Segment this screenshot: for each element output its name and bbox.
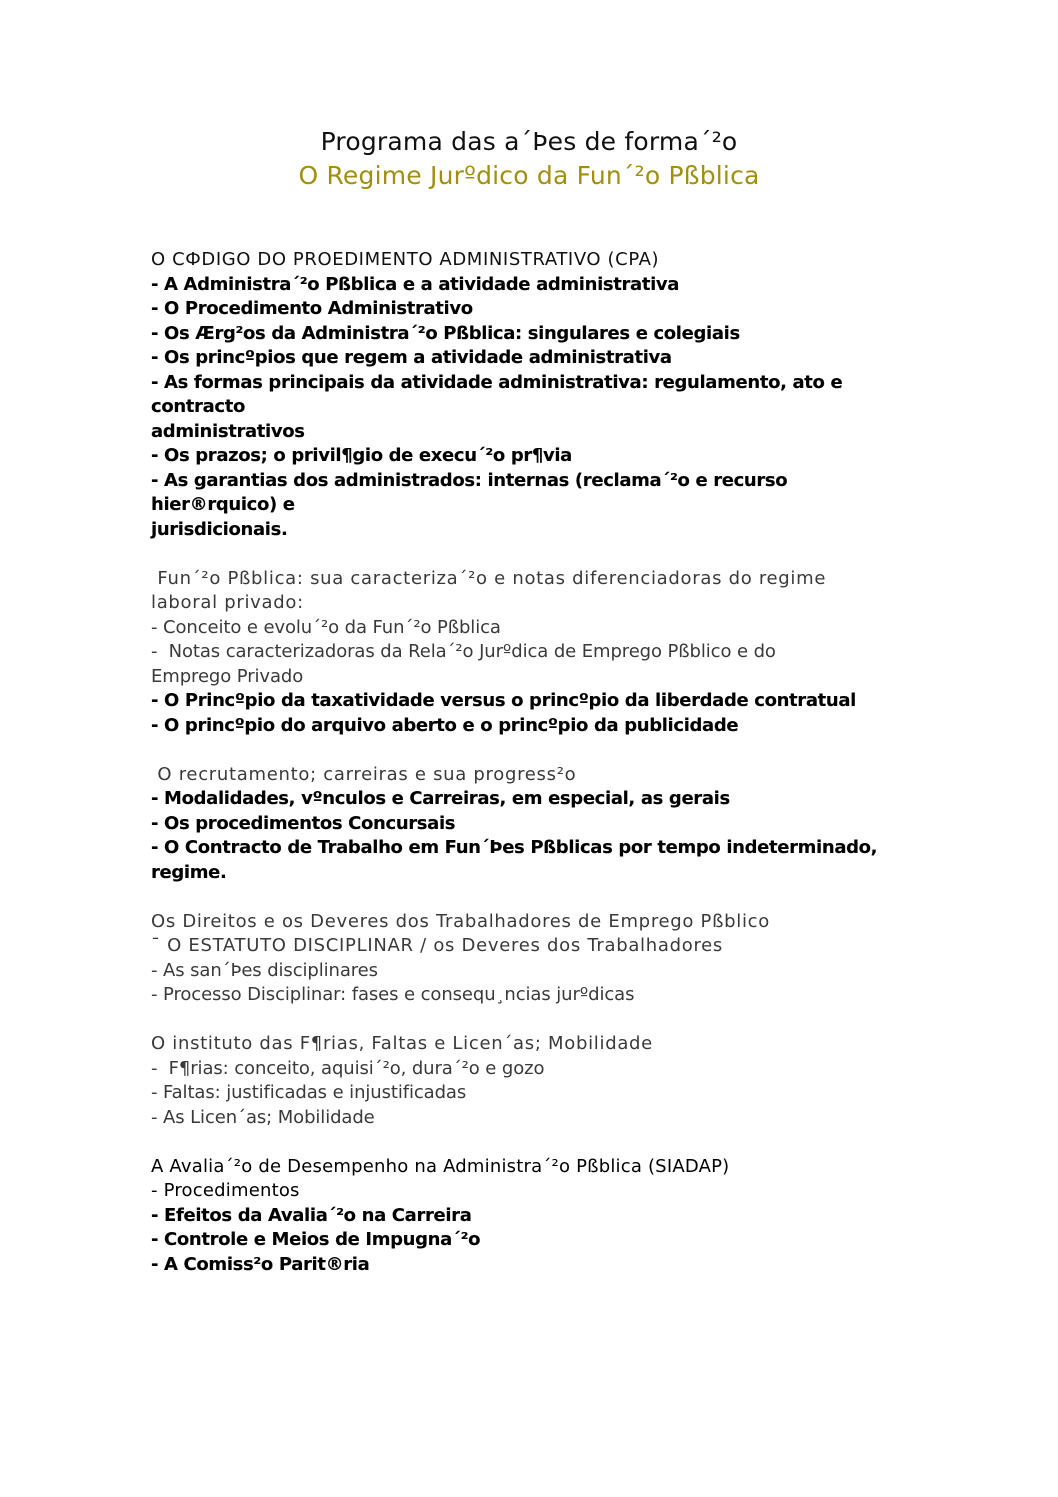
section-heading: Os Direitos e os Deveres dos Trabalhadores de Emprego Pßblico bbox=[151, 910, 770, 932]
list-item: - Faltas: justificadas e injustificadas bbox=[151, 1082, 467, 1103]
section-heading: A Avalia´²o de Desempenho na Administra´²o Pßblica (SIADAP) bbox=[151, 1155, 730, 1177]
list-item: - Modalidades, vºnculos e Carreiras, em especial, as gerais bbox=[151, 788, 730, 809]
list-item: - Os Ærg²os da Administra´²o Pßblica: singulares e colegiais bbox=[151, 322, 740, 344]
document-subtitle: O Regime Jurºdico da Fun´²o Pßblica bbox=[298, 161, 760, 190]
list-item: - Os prazos; o privil¶gio de execu´²o pr¶via bbox=[151, 445, 572, 466]
section-siadap bbox=[151, 1155, 911, 1278]
list-item-continuation: regime. bbox=[151, 861, 227, 883]
list-item: - O princºpio do arquivo aberto e o princºpio da publicidade bbox=[151, 714, 739, 736]
document-title: Programa das a´Þes de forma´²o bbox=[320, 127, 738, 156]
list-item: - O Princºpio da taxatividade versus o princºpio da liberdade contratual bbox=[151, 690, 856, 711]
list-item: - As garantias dos administrados: internas (reclama´²o e recurso hier®rquico) e bbox=[151, 469, 794, 515]
list-item: - Controle e Meios de Impugna´²o bbox=[151, 1229, 481, 1250]
list-item: - O Procedimento Administrativo bbox=[151, 298, 473, 319]
list-item: - Notas caracterizadoras da Rela´²o Jurºdica de Emprego Pßblico e do bbox=[151, 641, 776, 662]
section-direitos-deveres bbox=[151, 910, 911, 1008]
section-heading: O CФDIGO DO PROEDIMENTO ADMINISTRATIVO (CPA) bbox=[151, 249, 660, 270]
list-item: - Os procedimentos Concursais bbox=[151, 812, 456, 834]
list-item: - As san´Þes disciplinares bbox=[151, 959, 378, 981]
list-item: - As Licen´as; Mobilidade bbox=[151, 1106, 375, 1128]
list-item: - Os princºpios que regem a atividade administrativa bbox=[151, 347, 672, 368]
section-cpa bbox=[151, 248, 911, 542]
list-item: - Processo Disciplinar: fases e consequ¸ncias jurºdicas bbox=[151, 984, 635, 1005]
section-funcao-publica bbox=[151, 567, 911, 739]
section-heading: Fun´²o Pßblica: sua caracteriza´²o e notas diferenciadoras do regime bbox=[151, 567, 827, 589]
section-heading-continuation: laboral privado: bbox=[151, 592, 304, 613]
list-item: - Conceito e evolu´²o da Fun´²o Pßblica bbox=[151, 616, 501, 638]
list-item: - A Administra´²o Pßblica e a atividade administrativa bbox=[151, 273, 680, 295]
list-item: - Procedimentos bbox=[151, 1180, 300, 1201]
section-recrutamento bbox=[151, 763, 911, 886]
list-item: - F¶rias: conceito, aquisi´²o, dura´²o e gozo bbox=[151, 1057, 545, 1079]
document-body bbox=[151, 248, 911, 1302]
list-item: - As formas principais da atividade administrativa: regulamento, ato e contracto bbox=[151, 371, 849, 417]
section-heading: O instituto das F¶rias, Faltas e Licen´as; Mobilidade bbox=[151, 1033, 653, 1054]
list-item: - O Contracto de Trabalho em Fun´Þes Pßblicas por tempo indeterminado, bbox=[151, 837, 878, 858]
list-item-continuation: jurisdicionais. bbox=[151, 518, 288, 540]
list-item: - Efeitos da Avalia´²o na Carreira bbox=[151, 1204, 472, 1226]
list-item-continuation: Emprego Privado bbox=[151, 665, 304, 687]
section-heading: O recrutamento; carreiras e sua progress²o bbox=[151, 763, 577, 785]
list-item: - A Comiss²o Parit®ria bbox=[151, 1253, 370, 1275]
list-item-continuation: administrativos bbox=[151, 420, 305, 442]
section-ferias bbox=[151, 1032, 911, 1130]
section-heading-continuation: ¯ O ESTATUTO DISCIPLINAR / os Deveres dos Trabalhadores bbox=[151, 935, 723, 956]
